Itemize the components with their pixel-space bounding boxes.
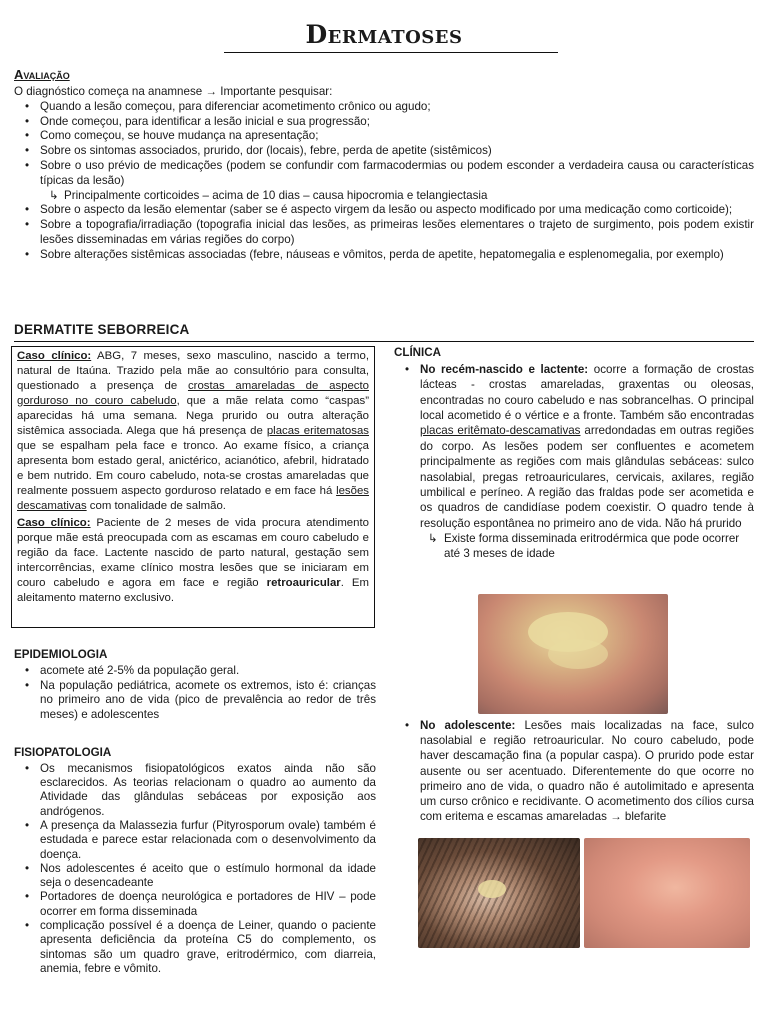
infant-scalp-photo xyxy=(478,594,668,714)
list-item xyxy=(420,362,754,531)
avaliacao-list xyxy=(14,100,754,189)
list-item xyxy=(420,718,754,824)
page-title: Dermatoses xyxy=(305,20,463,49)
case-text: ABG, 7 meses, sexo masculino, nascido a termo, natural de Itaúna. Trazido pela mãe ao consultório para consulta, questionado a presença de xyxy=(17,350,369,392)
dermatite-divider xyxy=(14,341,754,342)
clinical-case-box xyxy=(11,346,375,628)
case-label: Caso clínico: xyxy=(17,350,92,362)
list-item: • Os mecanismos fisiopatológicos exatos ainda não são esclarecidos. As teorias relacionam o quadro ao aumento da Atividade das glândulas sebáceas por exposição aos andrógenos. xyxy=(40,762,376,819)
fisiopatologia-heading: FISIOPATOLOGIA xyxy=(14,746,112,759)
clinica-text: Lesões mais localizadas na face, sulco nasolabial e região retroauricular. No couro cabeludo, pode haver descamação fina (a popular caspa). O prurido pode estar ausente ou ser acentuado. Diferentemente do que ocorre no primeiro ano de vida, o quadro não é autolimitado e apresenta um curso crônico e recidivante. O acometimento dos cílios cursa com eritema e escamas amareladas → blefarite xyxy=(420,719,754,824)
list-item: • Quando a lesão começou, para diferenciar acometimento crônico ou agudo; xyxy=(40,100,754,115)
case-text: . Em aleitamento materno exclusivo. xyxy=(17,577,369,604)
clinica-list-rn xyxy=(394,362,754,531)
clinica-label: No recém-nascido e lactente: xyxy=(420,362,589,376)
sub-item xyxy=(394,531,754,561)
case-text: Paciente de 2 meses de vida procura atendimento porque mãe está preocupada com as escamas em couro cabeludo e região da face. Lactente nascido de parto natural, gestação sem intercorrências, exame clínico mostra lesões que se iniciaram em couro cabeludo e agora em face e região xyxy=(17,517,369,589)
case-bold: retroauricular xyxy=(266,577,341,589)
sub-item xyxy=(14,189,754,204)
list-item: • Sobre os sintomas associados, prurido, dor (locais), febre, perda de apetite (sistêmicos) xyxy=(40,144,754,159)
avaliacao-intro: O diagnóstico começa na anamnese → Importante pesquisar: xyxy=(14,85,333,98)
list-item: • Sobre alterações sistêmicas associadas (febre, náuseas e vômitos, perda de apetite, hepatomegalia e esplenomegalia, por exemplo) xyxy=(40,248,754,263)
clinica-section xyxy=(394,346,754,561)
case-underlined: lesões descamativas xyxy=(17,485,369,512)
list-item: • complicação possível é a doença de Leiner, quando o paciente apresenta deficiência da proteína C5 do complemento, os sintomas são um quadro grave, eritrodérmico, com diarreia, anemia, febre e vômito. xyxy=(40,919,376,976)
clinica-heading: CLÍNICA xyxy=(394,346,442,359)
sub-item-text: Existe forma disseminada eritrodérmica que pode ocorrer até 3 meses de idade xyxy=(444,532,740,561)
clinica-label: No adolescente: xyxy=(420,719,516,732)
list-item: • Na população pediátrica, acomete os extremos, isto é: crianças no primeiro ano de vida (pico de prevalência ao redor de três meses) e adolescentes xyxy=(40,679,376,723)
avaliacao-heading: Avaliação xyxy=(14,67,70,82)
epidemiologia-list xyxy=(14,664,376,723)
case-underlined: crostas amareladas de aspecto gorduroso no couro cabeludo xyxy=(17,380,370,407)
case-2 xyxy=(17,516,369,606)
list-item: • Sobre o uso prévio de medicações (podem se confundir com farmacodermias ou podem esconder a verdadeira causa ou características típicas da lesão) xyxy=(40,159,754,189)
dermatite-heading: DERMATITE SEBORREICA xyxy=(14,322,190,337)
clinica-underlined: placas eritêmato-descamativas xyxy=(420,424,581,438)
case-text: com tonalidade de salmão. xyxy=(86,500,226,512)
title-underline xyxy=(224,52,558,53)
adolescent-scalp-photo xyxy=(418,838,580,948)
list-item: • Como começou, se houve mudança na apresentação; xyxy=(40,129,754,144)
clinica-list-ad xyxy=(394,718,754,824)
list-item: • Sobre o aspecto da lesão elementar (saber se é aspecto virgem da lesão ou aspecto modificado por uma medicação como corticoide); xyxy=(40,203,754,218)
epidemiologia-section xyxy=(14,648,376,723)
avaliacao-list-2 xyxy=(14,203,754,262)
avaliacao-section xyxy=(14,67,754,263)
sub-arrow-icon: ↳ xyxy=(428,532,438,546)
clinica-text: arredondadas em outras regiões do corpo. As lesões podem ser confluentes e acometem principalmente as regiões com mais glândulas sebáceas: sulco nasolabial, pregas retroauriculares, cervicais, axilares, região umbilical e períneo. A região das fraldas pode ser acometida e os quadros de candidíase podem coexistir. O quadro tende à resolução espontânea no primeiro ano de vida. Não há prurido xyxy=(420,424,754,530)
fisiopatologia-section xyxy=(14,746,376,976)
case-1 xyxy=(17,349,369,514)
sub-arrow-icon: ↳ xyxy=(49,188,59,202)
clinica-text: ocorre a formação de crostas lácteas - crostas amareladas, graxentas ou oleosas, encontradas no couro cabeludo e nas sobrancelhas. O principal local acometido é o vértice e a fronte. Também são encontradas xyxy=(420,362,754,423)
case-underlined: placas eritematosas xyxy=(266,425,369,437)
list-item: • acomete até 2-5% da população geral. xyxy=(40,664,376,679)
adolescent-face-photo xyxy=(584,838,750,948)
list-item: • Sobre a topografia/irradiação (topografia inicial das lesões, as primeiras lesões elementares o trajeto de surgimento, pois podem existir lesões disseminadas em várias regiões do corpo) xyxy=(40,218,754,248)
clinica-adolescente xyxy=(394,718,754,824)
sub-item-text: Principalmente corticoides – acima de 10 dias – causa hipocromia e telangiectasia xyxy=(64,188,488,202)
list-item: • Nos adolescentes é aceito que o estímulo hormonal da idade seja o desencadeante xyxy=(40,862,376,891)
fisiopatologia-list xyxy=(14,762,376,976)
epidemiologia-heading: EPIDEMIOLOGIA xyxy=(14,648,108,661)
list-item: • Onde começou, para identificar a lesão inicial e sua progressão; xyxy=(40,115,754,130)
list-item: • Portadores de doença neurológica e portadores de HIV – pode ocorrer em forma disseminada xyxy=(40,890,376,919)
case-text: que se espalham pela face e tronco. Ao exame físico, a criança apresenta bom estado geral, anictérico, acianótico, afebril, hidratado e bem nutrido. Em couro cabeludo, nota-se crostas amareladas que realmente possuem aspecto gorduroso relatado e em face há xyxy=(17,440,369,497)
case-text: , que a mãe relata como “caspas” aparecidas há uma semana. Nega prurido ou outra alteração sistêmica associada. Alega que há presença de xyxy=(17,395,369,437)
list-item: • A presença da Malassezia furfur (Pityrosporum ovale) também é estudada e parece estar relacionada com o desenvolvimento da doença. xyxy=(40,819,376,862)
case-label: Caso clínico: xyxy=(17,517,91,529)
